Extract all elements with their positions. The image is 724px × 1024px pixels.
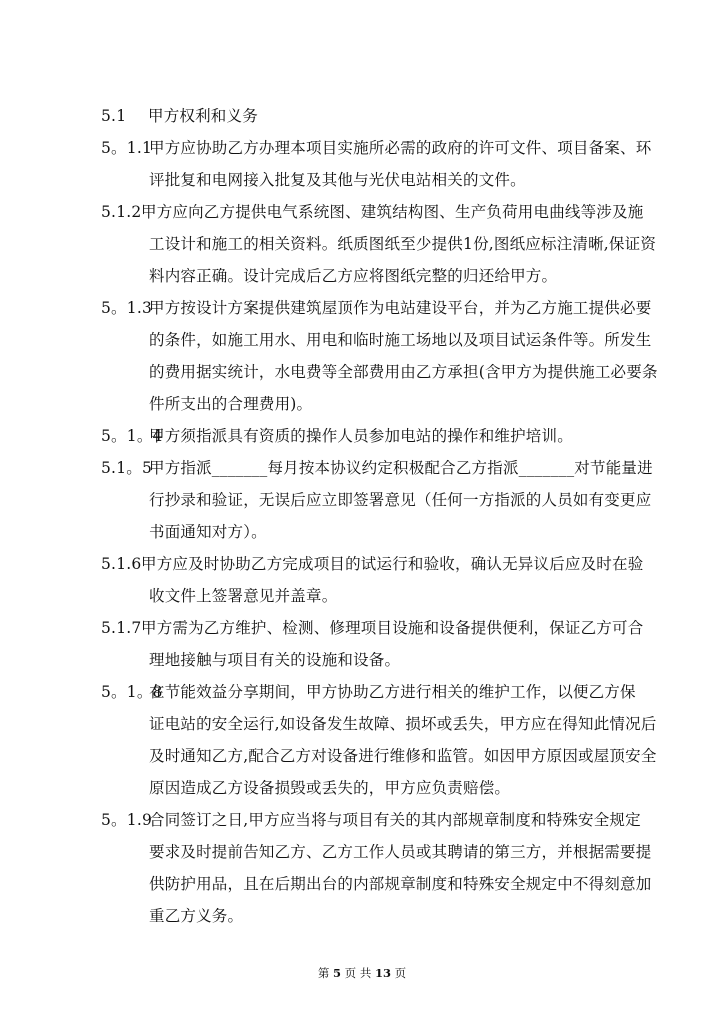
clause-5-1-3-line-1 [101,298,651,318]
footer-prefix: 第 [317,966,330,980]
clause-5-1-1-line-1 [101,138,651,158]
clause-5-1-9-line-4: 重乙方义务。 [149,907,244,925]
clause-5-1-2-line-2: 工设计和施工的相关资料。纸质图纸至少提供1份,图纸应标注清晰,保证资 [149,235,657,253]
footer-suffix: 页 [394,966,407,980]
clause-number: 5.1.7 [101,619,142,637]
footer-total-pages: 13 [374,966,391,980]
clause-5-1-6-line-1 [101,554,643,574]
clause-5-1-9-line-1 [101,810,641,830]
clause-text: 甲方应协助乙方办理本项目实施所必需的政府的许可文件、项目备案、环 [149,139,652,157]
clause-number: 5.1.2 [101,203,142,221]
clause-5-1-6-line-2: 收文件上签署意见并盖章。 [149,587,338,605]
clause-5-1-9-line-2: 要求及时提前告知乙方、乙方工作人员或其聘请的第三方，并根据需要提 [149,843,652,861]
clause-number: 5。1.3 [101,299,153,317]
page-footer [0,966,724,980]
section-title: 甲方权利和义务 [148,107,258,125]
clause-5-1-7-line-2: 理地接触与项目有关的设施和设备。 [149,651,401,669]
footer-page-number: 5 [333,966,342,980]
clause-5-1-3-line-4: 件所支出的合理费用)。 [149,395,313,413]
clause-5-1-7-line-1 [101,618,643,638]
clause-5-1-3-line-3: 的费用据实统计，水电费等全部费用由乙方承担(含甲方为提供施工必要条 [149,363,658,381]
clause-5-1-8-line-4: 原因造成乙方设备损毁或丢失的，甲方应负责赔偿。 [149,779,511,797]
clause-text: 甲方需为乙方维护、检测、修理项目设施和设备提供便利，保证乙方可合 [141,619,644,637]
clause-text: 甲方指派_______每月按本协议约定积极配合乙方指派_______对节能量进 [149,459,653,477]
clause-number: 5.1。5 [101,459,153,477]
clause-5-1-5-line-2: 行抄录和验证，无误后应立即签署意见（任何一方指派的人员如有变更应 [149,491,652,509]
clause-5-1-5-line-3: 书面通知对方）。 [149,523,267,541]
clause-5-1-8-line-3: 及时通知乙方,配合乙方对设备进行维修和监管。如因甲方原因或屋顶安全 [149,747,657,765]
clause-5-1-4-line-1 [101,426,573,446]
clause-5-1-5-line-1 [101,458,653,478]
clause-5-1-9-line-3: 供防护用品，且在后期出台的内部规章制度和特殊安全规定中不得刻意加 [149,875,652,893]
clause-text: 甲方应向乙方提供电气系统图、建筑结构图、生产负荷用电曲线等涉及施 [141,203,644,221]
clause-text: 甲方须指派具有资质的操作人员参加电站的操作和维护培训。 [149,427,573,445]
clause-number: 5。1.9 [101,811,153,829]
clause-5-1-1-line-2: 评批复和电网接入批复及其他与光伏电站相关的文件。 [149,171,526,189]
clause-text: 在节能效益分享期间，甲方协助乙方进行相关的维护工作，以便乙方保 [149,683,636,701]
clause-number: 5。1。8 [101,683,163,701]
clause-5-1-8-line-2: 证电站的安全运行,如设备发生故障、损坏或丢失，甲方应在得知此情况后 [149,715,657,733]
section-number: 5.1 [101,107,127,125]
clause-text: 甲方按设计方案提供建筑屋顶作为电站建设平台，并为乙方施工提供必要 [149,299,652,317]
section-heading [101,106,258,126]
clause-number: 5。1.1 [101,139,153,157]
clause-5-1-2-line-3: 料内容正确。设计完成后乙方应将图纸完整的归还给甲方。 [149,267,558,285]
clause-text: 甲方应及时协助乙方完成项目的试运行和验收，确认无异议后应及时在验 [141,555,644,573]
clause-number: 5.1.6 [101,555,142,573]
clause-5-1-2-line-1 [101,202,643,222]
clause-number: 5。1。4 [101,427,163,445]
clause-5-1-8-line-1 [101,682,636,702]
clause-text: 合同签订之日,甲方应当将与项目有关的其内部规章制度和特殊安全规定 [149,811,641,829]
footer-mid: 页 共 [344,966,372,980]
clause-5-1-3-line-2: 的条件，如施工用水、用电和临时施工场地以及项目试运条件等。所发生 [149,331,652,349]
